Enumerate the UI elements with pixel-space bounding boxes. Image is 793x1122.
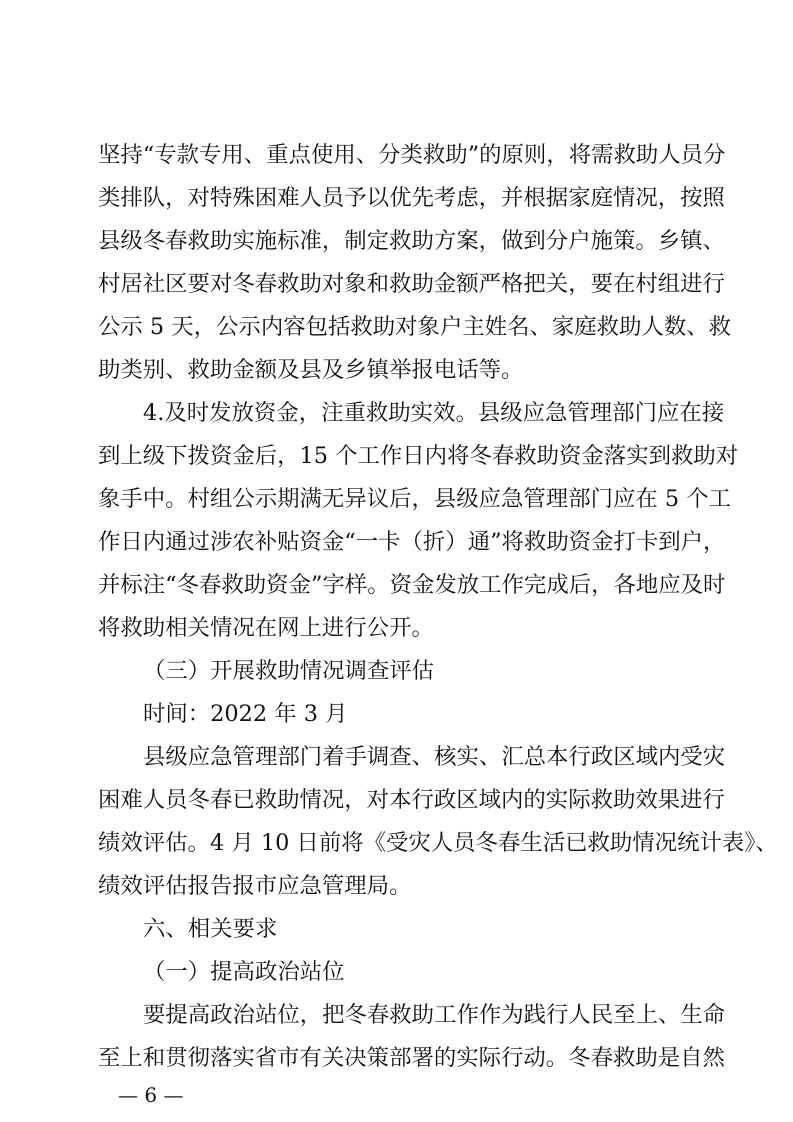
body-text-line: 将救助相关情况在网上进行公开。 xyxy=(98,615,434,641)
paragraph-first-line: 县级应急管理部门着手调查、核实、汇总本行政区域内受灾 xyxy=(143,744,726,770)
body-text-line: 绩效评估。4 月 10 日前将《受灾人员冬春生活已救助情况统计表》、 xyxy=(98,830,778,856)
body-text-line: 到上级下拨资金后，15 个工作日内将冬春救助资金落实到救助对 xyxy=(98,443,739,469)
body-text-line: 公示 5 天，公示内容包括救助对象户主姓名、家庭救助人数、救 xyxy=(98,314,732,340)
body-text-line: 助类别、救助金额及县及乡镇举报电话等。 xyxy=(98,357,524,383)
subsection-heading: （一）提高政治站位 xyxy=(143,959,345,985)
body-text-line: 困难人员冬春已救助情况，对本行政区域内的实际救助效果进行 xyxy=(98,787,725,813)
body-text-line: 并标注“冬春救助资金”字样。资金发放工作完成后，各地应及时 xyxy=(98,572,726,598)
body-text-line: 村居社区要对冬春救助对象和救助金额严格把关，要在村组进行 xyxy=(98,271,725,297)
page-number: — 6 — xyxy=(118,1083,184,1107)
paragraph-first-line: 要提高政治站位，把冬春救助工作作为践行人民至上、生命 xyxy=(143,1002,726,1028)
section-heading: 六、相关要求 xyxy=(143,916,278,942)
body-text-line: 县级冬春救助实施标准，制定救助方案，做到分户施策。乡镇、 xyxy=(98,228,725,254)
time-line: 时间：2022 年 3 月 xyxy=(143,701,348,727)
body-text-line: 至上和贯彻落实省市有关决策部署的实际行动。冬春救助是自然 xyxy=(98,1045,725,1071)
paragraph-first-line: 4.及时发放资金，注重救助实效。县级应急管理部门应在接 xyxy=(143,400,725,426)
body-text-line: 作日内通过涉农补贴资金“一卡（折）通”将救助资金打卡到户， xyxy=(98,529,726,555)
body-text-line: 坚持“专款专用、重点使用、分类救助”的原则，将需救助人员分 xyxy=(98,142,726,168)
body-text-line: 类排队，对特殊困难人员予以优先考虑，并根据家庭情况，按照 xyxy=(98,185,725,211)
body-text-line: 象手中。村组公示期满无异议后，县级应急管理部门应在 5 个工 xyxy=(98,486,732,512)
section-heading: （三）开展救助情况调查评估 xyxy=(143,658,435,684)
body-text-line: 绩效评估报告报市应急管理局。 xyxy=(98,873,412,899)
